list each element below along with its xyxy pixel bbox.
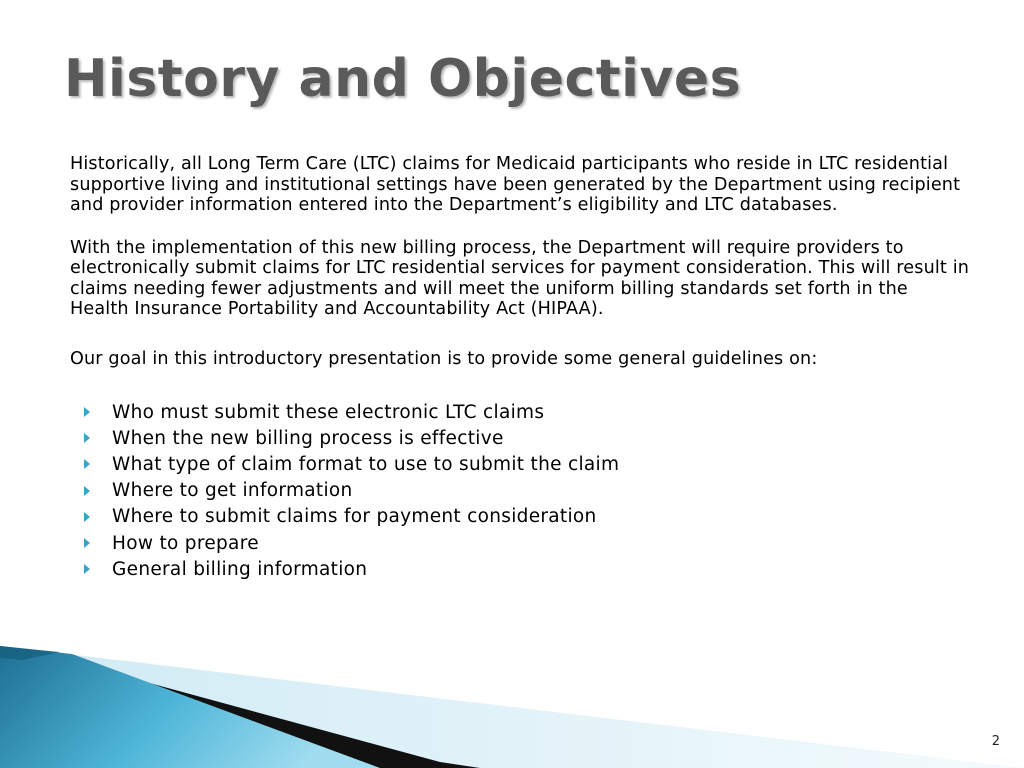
list-item-text: How to prepare — [112, 532, 259, 554]
triangle-bullet-icon — [84, 459, 90, 469]
list-item-text: Who must submit these electronic LTC claims — [112, 401, 545, 423]
paragraph-implementation: With the implementation of this new billing process, the Department will require providers to electronically submit claims for LTC residential services for payment consideration. This will result in claims needing fewer adjustments and will meet the uniform billing standards set forth in the Health Insurance Portability and Accountability Act (HIPAA). — [70, 237, 970, 319]
slide-body — [70, 154, 970, 582]
triangle-bullet-icon — [84, 486, 90, 496]
triangle-bullet-icon — [84, 538, 90, 548]
list-item — [70, 530, 970, 556]
paragraph-goal: Our goal in this introductory presentation is to provide some general guidelines on: — [70, 348, 818, 369]
list-item — [70, 451, 970, 477]
list-item-text: Where to submit claims for payment consideration — [112, 506, 597, 528]
list-item-text: Where to get information — [112, 480, 353, 502]
list-item — [70, 478, 970, 504]
paragraph-history: Historically, all Long Term Care (LTC) claims for Medicaid participants who reside in LTC residential supportive living and institutional settings have been generated by the Department using recipient and provider information entered into the Department’s eligibility and LTC databases. — [70, 154, 961, 215]
triangle-bullet-icon — [84, 564, 90, 574]
page-number: 2 — [991, 734, 1000, 749]
slide-title: History and Objectives — [64, 49, 742, 109]
triangle-bullet-icon — [84, 512, 90, 522]
list-item — [70, 504, 970, 530]
guidelines-list — [70, 399, 970, 582]
triangle-bullet-icon — [84, 433, 90, 443]
list-item-text: What type of claim format to use to submit the claim — [112, 453, 620, 475]
bottom-wave-decoration — [0, 638, 1024, 768]
list-item — [70, 556, 970, 582]
triangle-bullet-icon — [84, 407, 90, 417]
list-item — [70, 399, 970, 425]
list-item — [70, 425, 970, 451]
list-item-text: When the new billing process is effective — [112, 427, 504, 449]
list-item-text: General billing information — [112, 558, 368, 580]
